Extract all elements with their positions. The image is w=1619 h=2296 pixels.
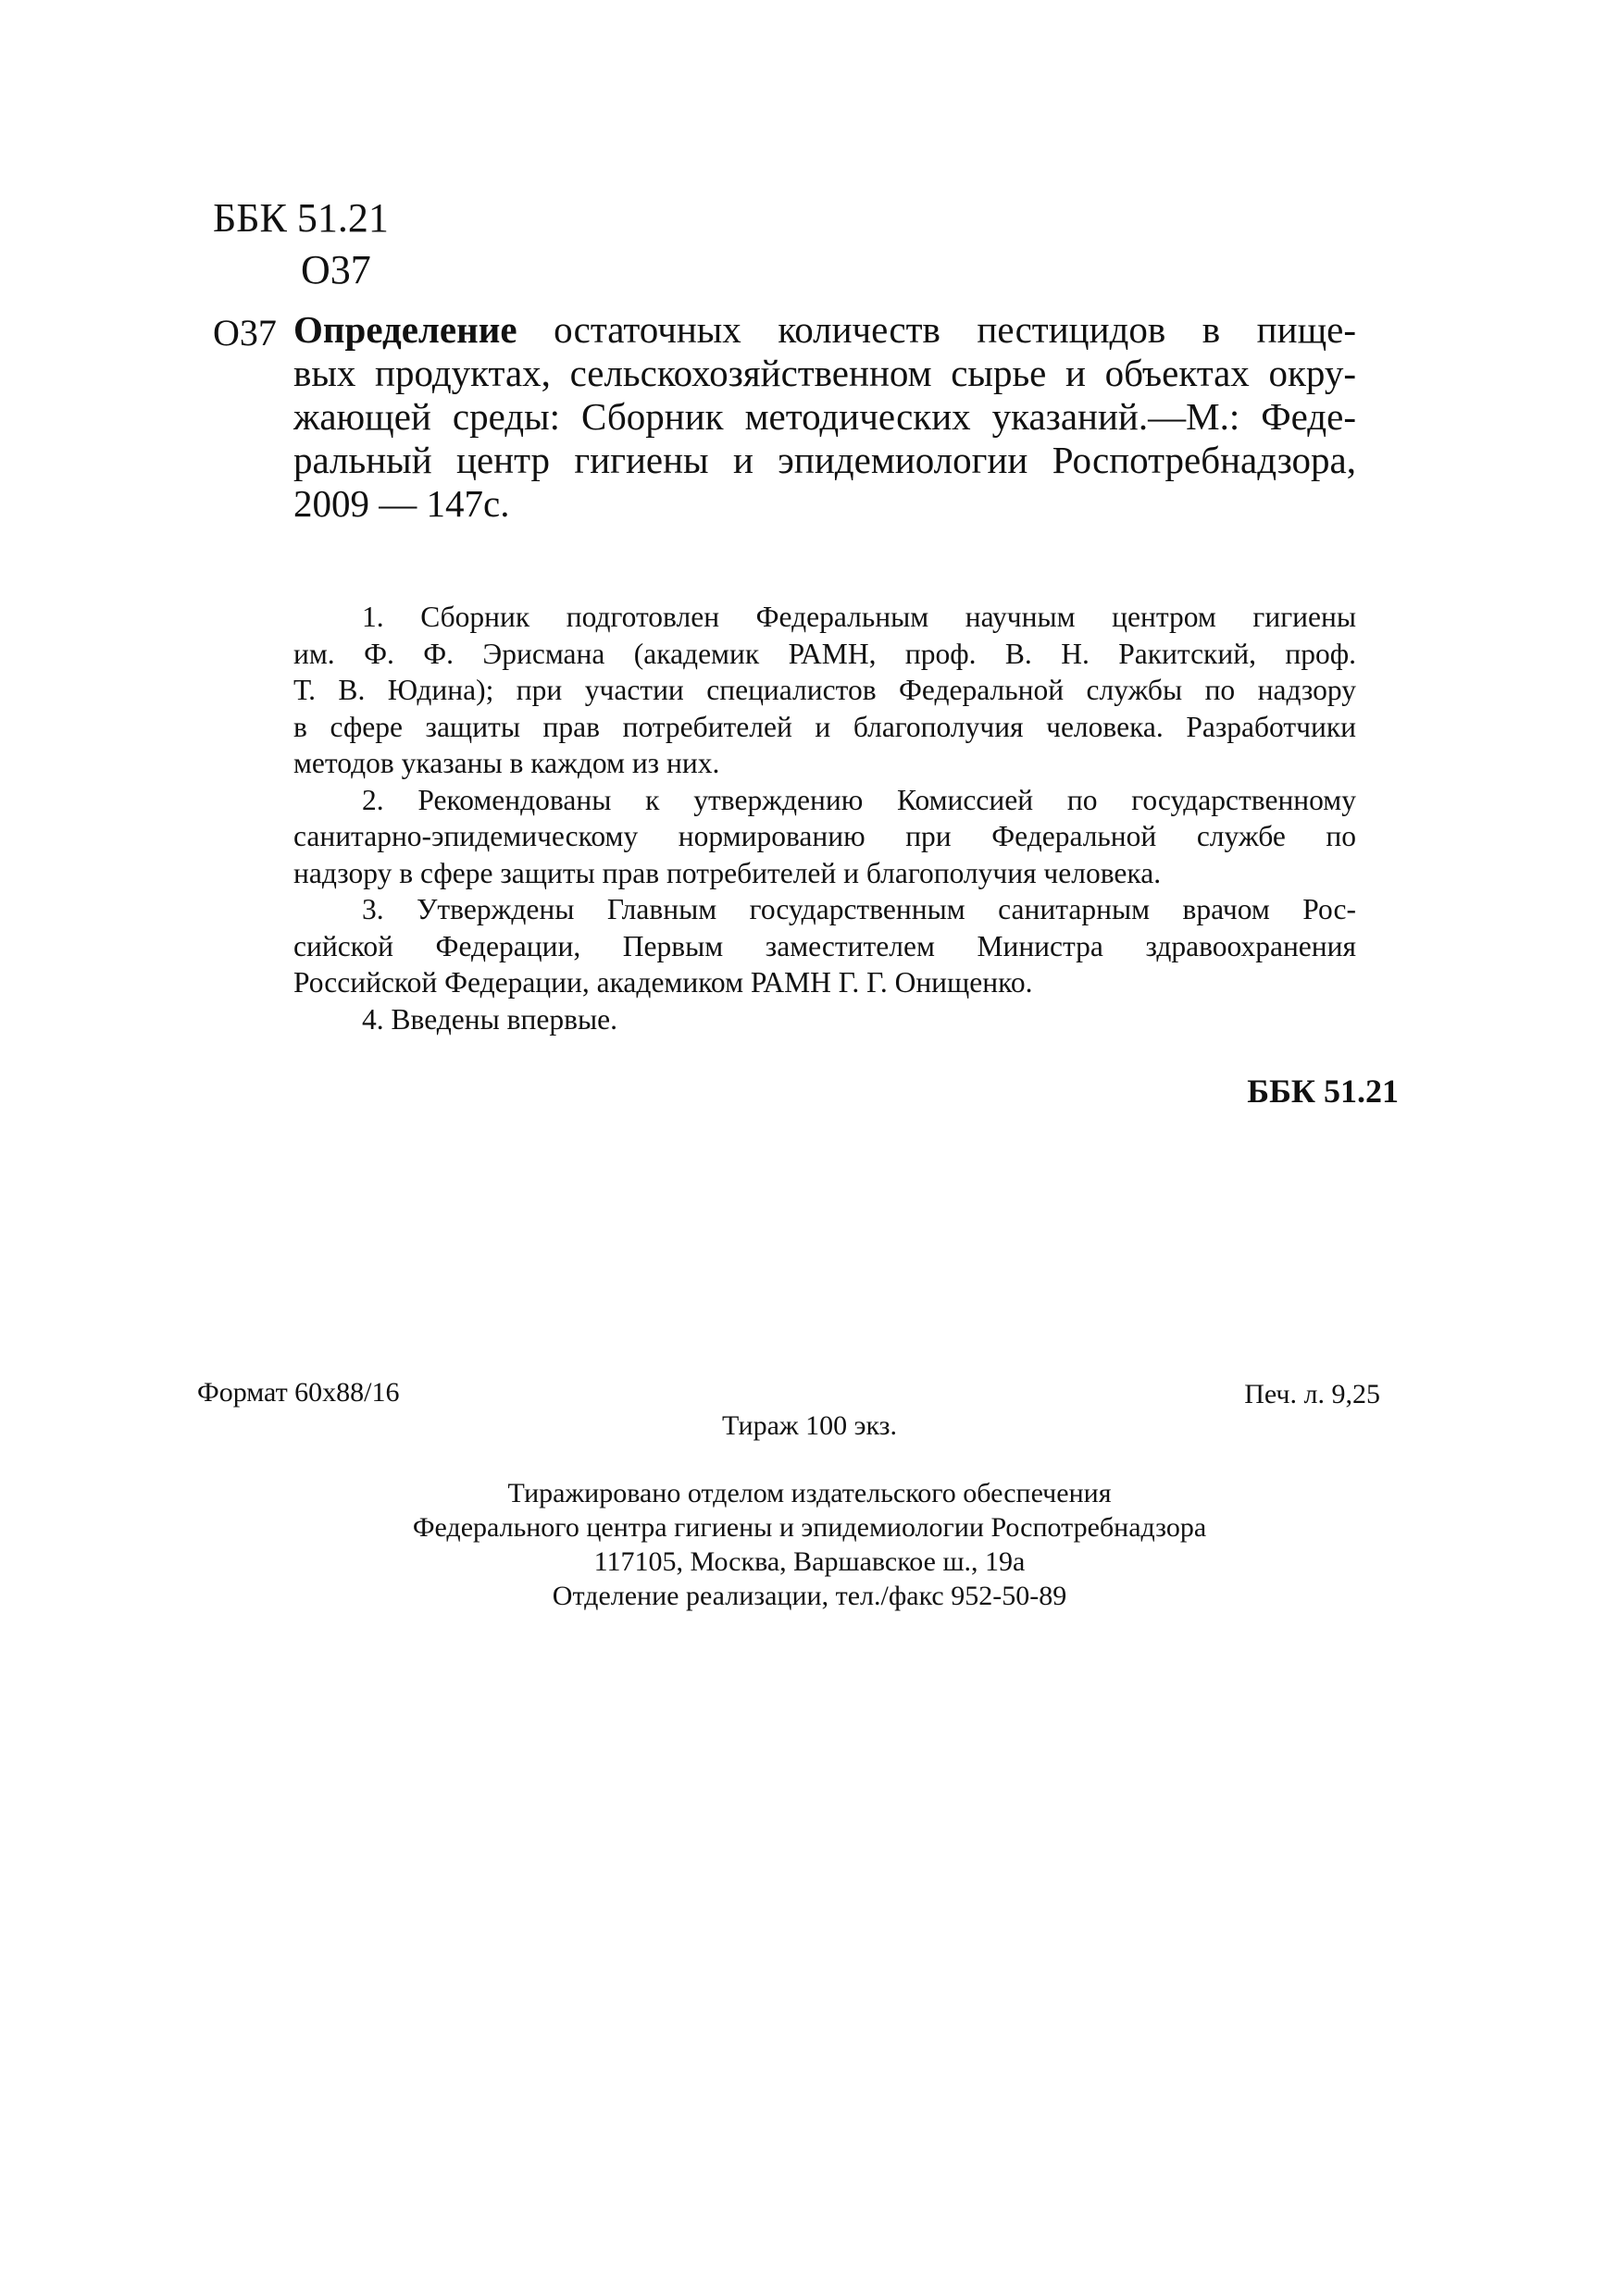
entry-line: жающей среды: Сборник методических указаний.—М.: Феде- [293, 395, 1356, 438]
note-line: в сфере защиты прав потребителей и благополучия человека. Разработчики [293, 710, 1356, 743]
note-line: Т. В. Юдина); при участии специалистов Федеральной службы по надзору [293, 674, 1356, 706]
note-line: сийской Федерации, Первым заместителем Министра здравоохранения [293, 929, 1356, 962]
bbk-code: ББК 51.21 [213, 195, 389, 241]
entry-line-text: остаточных количеств пестицидов в пище- [517, 308, 1356, 351]
imprint-line: Тиражировано отделом издательского обеспечения [507, 1478, 1112, 1508]
imprint-line: Федерального центра гигиены и эпидемиологии Роспотребнадзора [412, 1512, 1207, 1543]
note-line: им. Ф. Ф. Эрисмана (академик РАМН, проф. В. Н. Ракитский, проф. [293, 637, 1356, 670]
printed-sheets-info: Печ. л. 9,25 [1244, 1379, 1380, 1409]
entry-line: 2009 — 147с. [293, 482, 510, 525]
entry-line: вых продуктах, сельскохозяйственном сырье и объектах окру- [293, 352, 1356, 394]
note-line: надзору в сфере защиты прав потребителей и благополучия человека. [293, 856, 1162, 889]
author-mark: О37 [301, 247, 371, 292]
note-line: 2. Рекомендованы к утверждению Комиссией по государственному [362, 783, 1356, 816]
printer-imprint [0, 1476, 1619, 1613]
note-line: Российской Федерации, академиком РАМН Г. Г. Онищенко. [293, 966, 1033, 999]
imprint-line: Отделение реализации, тел./факс 952-50-89 [552, 1581, 1067, 1611]
entry-author-mark: О37 [213, 312, 277, 354]
note-line: методов указаны в каждом из них. [293, 747, 720, 779]
publication-notes [293, 599, 1356, 1037]
bbk-code-footer: ББК 51.21 [1247, 1073, 1399, 1110]
imprint-line: 117105, Москва, Варшавское ш., 19а [593, 1546, 1026, 1577]
bbk-classification [213, 192, 389, 296]
note-line: 4. Введены впервые. [362, 1002, 618, 1036]
note-line: 3. Утверждены Главным государственным санитарным врачом Рос- [362, 893, 1356, 925]
entry-line [293, 308, 1356, 352]
entry-line: ральный центр гигиены и эпидемиологии Роспотребнадзора, [293, 439, 1356, 481]
note-line: санитарно-эпидемическому нормированию при Федеральной службе по [293, 820, 1356, 852]
note-line: 1. Сборник подготовлен Федеральным научным центром гигиены [362, 601, 1356, 633]
entry-title-bold: Определение [293, 308, 517, 351]
format-info: Формат 60x88/16 [197, 1377, 400, 1408]
print-run-info: Тираж 100 экз. [721, 1410, 898, 1441]
bibliographic-entry [293, 308, 1356, 526]
